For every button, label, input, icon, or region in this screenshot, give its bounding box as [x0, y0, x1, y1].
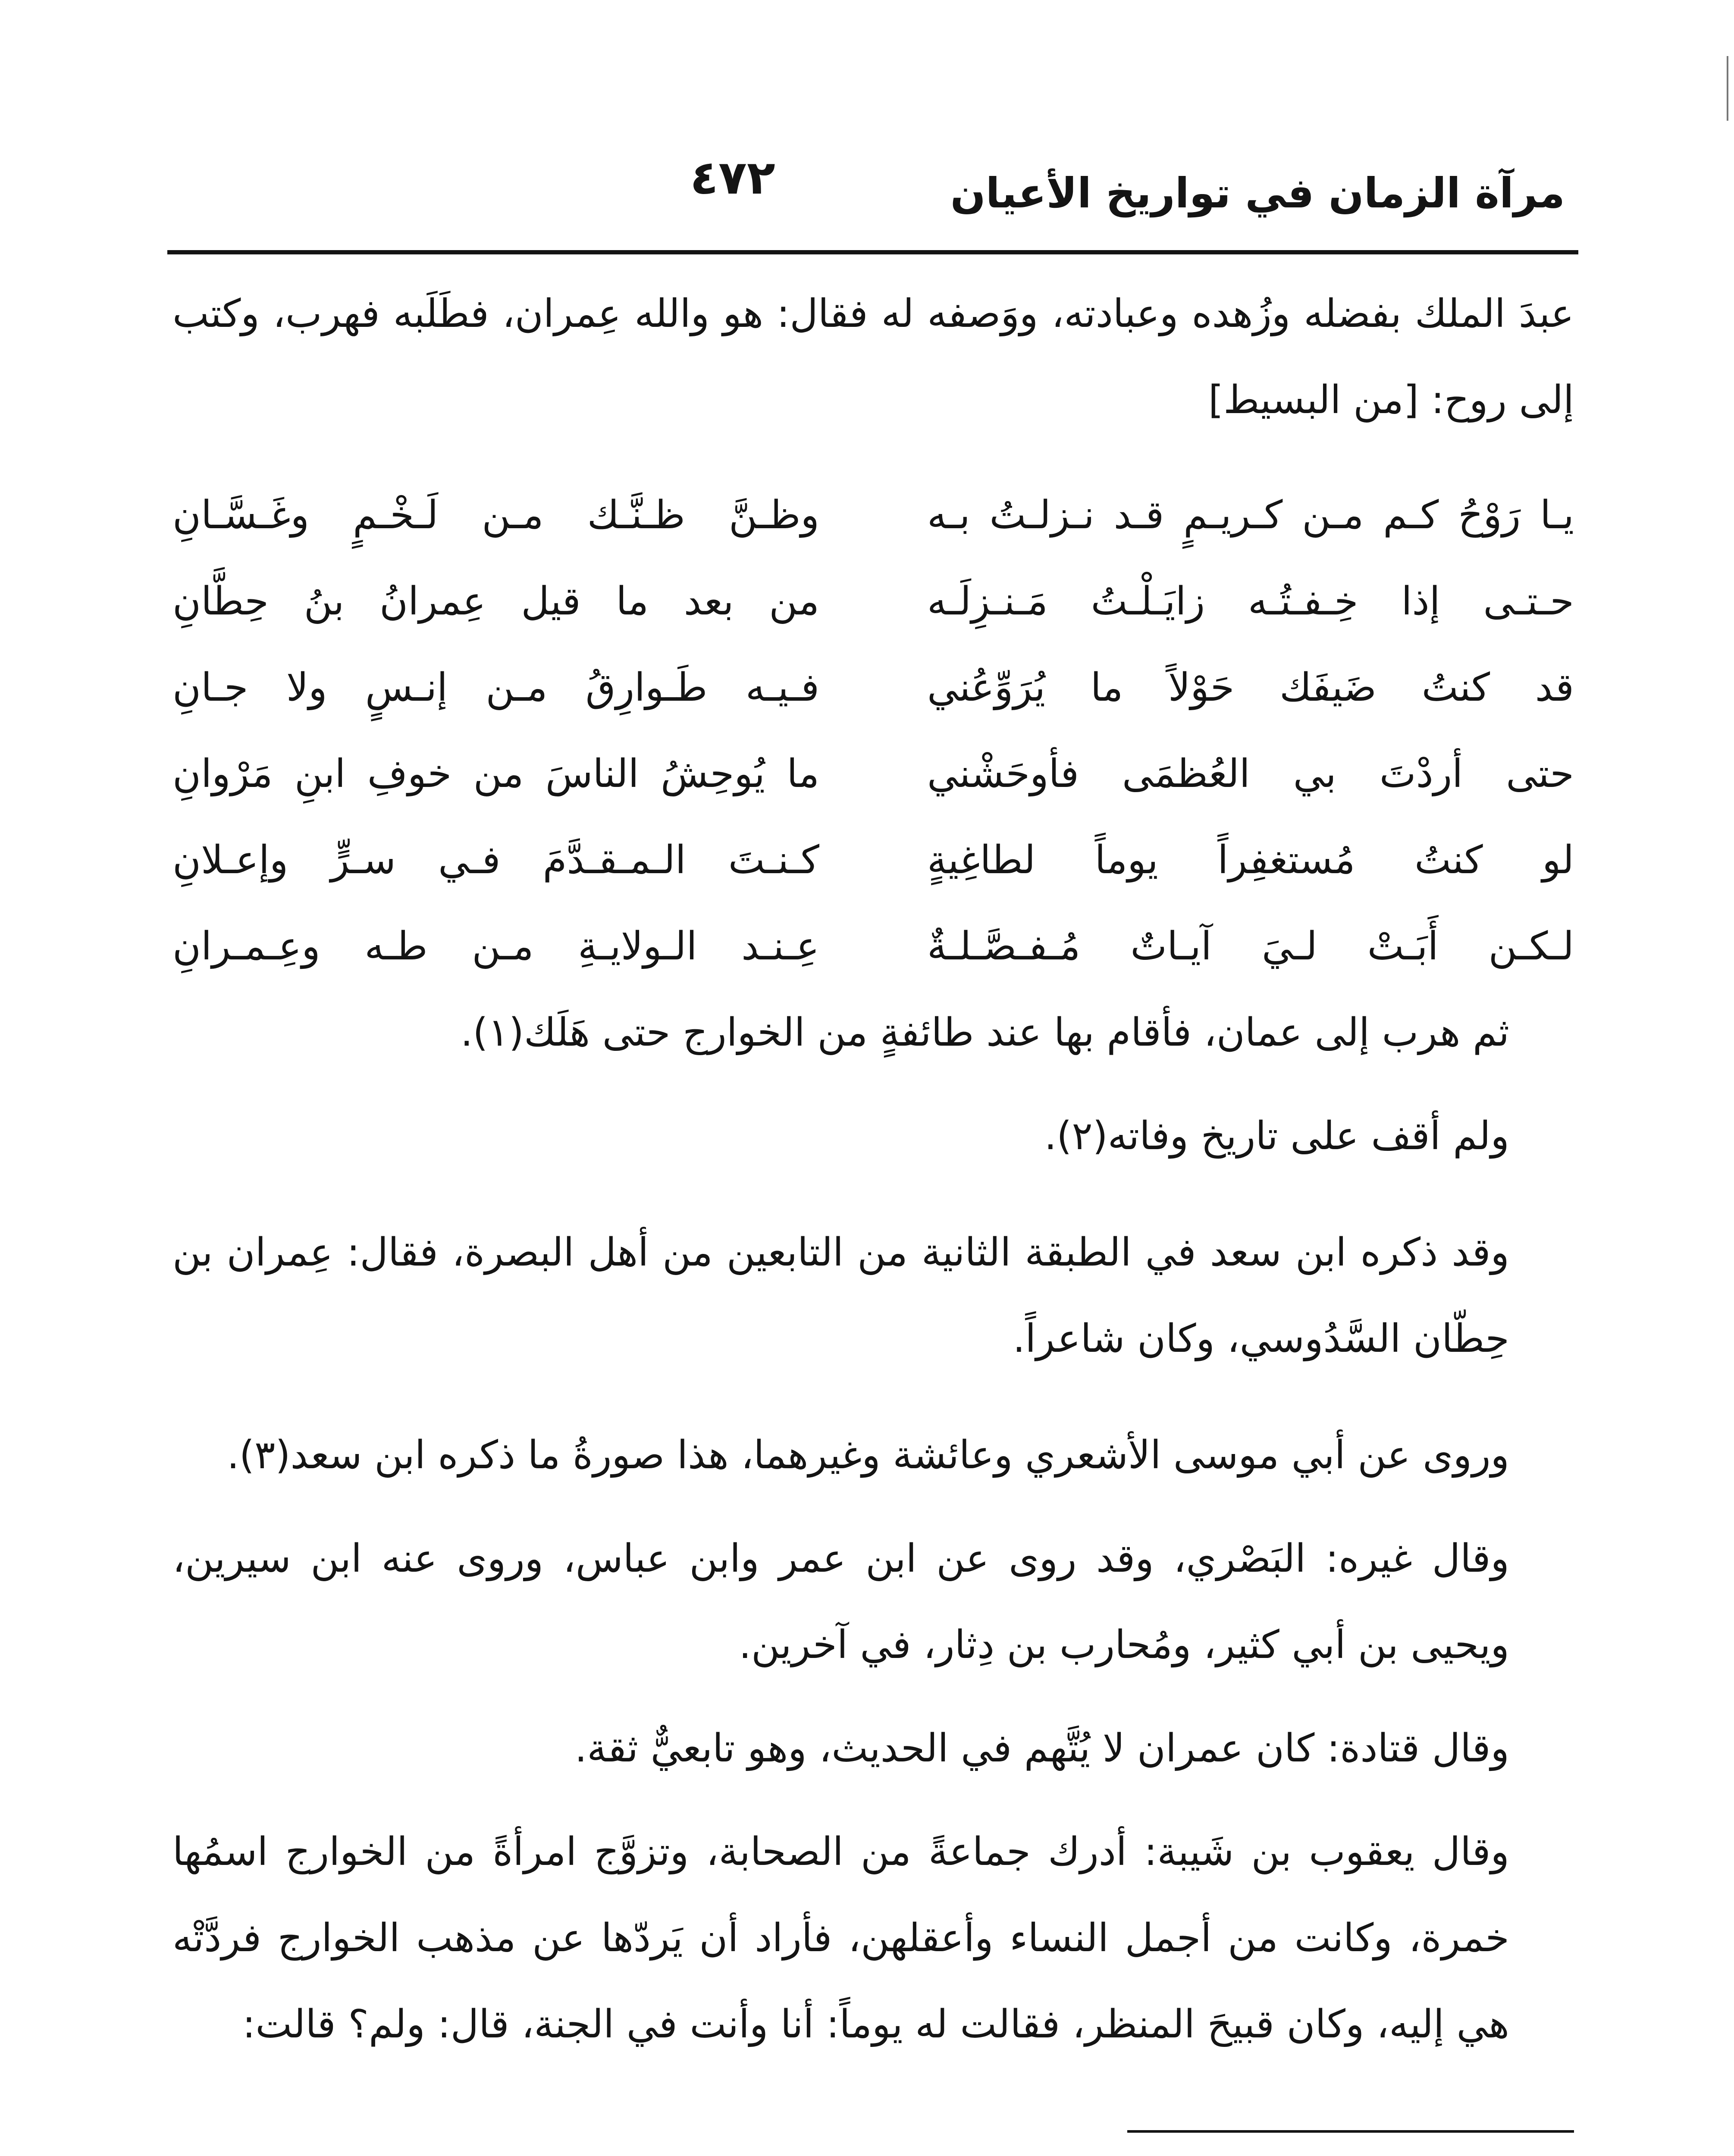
poem-second-hemistich: ما يُوحِشُ الناسَ من خوفِ ابنِ مَرْوانِ [172, 751, 819, 796]
poem-second-hemistich: كـنـتَ الـمـقـدَّمَ فـي سـرٍّ وإعـلانِ [172, 837, 819, 883]
poem-second-hemistich: من بعد ما قيل عِمرانُ بنُ حِطَّانِ [172, 579, 819, 624]
poem-verse [172, 645, 1574, 731]
header-rule [167, 250, 1578, 254]
body-paragraph: وقال غيره: البَصْري، وقد روى عن ابن عمر وابن عباس، وروى عنه ابن سيرين، ويحيى بن أبي كثير، ومُحارب بن دِثار، في آخرين. [172, 1536, 1509, 1667]
poem-verse [172, 731, 1574, 817]
body-paragraph: وقد ذكره ابن سعد في الطبقة الثانية من التابعين من أهل البصرة، فقال: عِمران بن حِطّان السَّدُوسي، وكان شاعراً. [172, 1230, 1509, 1361]
poem-verse [172, 903, 1574, 990]
running-title: مرآة الزمان في تواريخ الأعيان [950, 169, 1565, 217]
poem-verse [172, 558, 1574, 645]
body-paragraph: وقال يعقوب بن شَيبة: أدرك جماعةً من الصحابة، وتزوَّج امرأةً من الخوارج اسمُها خمرة، وكانت من أجمل النساء وأعقلهن، فأراد أن يَردّها عن مذهب الخوارج فردَّتْه هي إليه، وكان قبيحَ المنظر، فقالت له يوماً: أنا وأنت في الجنة، قال: ولم؟ قالت: [172, 1829, 1509, 2047]
poem-verse [172, 472, 1574, 558]
body-paragraph: ثم هرب إلى عمان، فأقام بها عند طائفةٍ من الخوارج حتى هَلَك(١). [460, 1010, 1509, 1055]
poem-second-hemistich: وظـنَّ ظـنَّـك مـن لَـخْـمٍ وغَـسَّـانِ [172, 492, 819, 538]
poem-first-hemistich: يـا رَوْحُ كـم مـن كـريـمٍ قـد نـزلـتُ بـه [927, 492, 1574, 538]
poem-verse [172, 817, 1574, 903]
body-paragraph: ولم أقف على تاريخ وفاته(٢). [1044, 1113, 1509, 1159]
page-number: ٤٧٢ [690, 151, 775, 205]
poem-first-hemistich: قد كنتُ ضَيفَك حَوْلاً ما يُرَوِّعُني [927, 665, 1574, 710]
footnote-rule [1127, 2130, 1574, 2133]
body-text [172, 990, 1574, 2068]
intro-paragraph: عبدَ الملك بفضله وزُهده وعبادته، ووَصفه له فقال: هو والله عِمران، فطَلَبه فهرب، وكتب إلى روح: [من البسيط] [172, 291, 1574, 423]
poem-first-hemistich: حتى أردْتَ بي العُظمَى فأوحَشْني [927, 751, 1574, 796]
scan-edge-mark [1727, 56, 1728, 121]
poem-second-hemistich: فـيـه طَـوارِقُ مـن إنـسٍ ولا جـانِ [172, 665, 819, 710]
poem [172, 472, 1574, 990]
poem-first-hemistich: حـتـى إذا خِـفـتُـه زايَـلْـتُ مَـنـزِلَـه [927, 579, 1574, 624]
poem-second-hemistich: عِـنـد الـولايـةِ مـن طـه وعِـمـرانِ [172, 924, 819, 969]
poem-first-hemistich: لو كنتُ مُستغفِراً يوماً لطاغِيةٍ [927, 837, 1574, 883]
body-paragraph: وقال قتادة: كان عمران لا يُتَّهم في الحديث، وهو تابعيٌّ ثقة. [574, 1726, 1509, 1771]
body-paragraph: وروى عن أبي موسى الأشعري وعائشة وغيرهما، هذا صورةُ ما ذكره ابن سعد(٣). [227, 1432, 1509, 1478]
intro-text [172, 271, 1574, 443]
poem-first-hemistich: لـكـن أَبَـتْ لـيَ آيـاتٌ مُـفـصَّـلـةٌ [927, 924, 1574, 969]
